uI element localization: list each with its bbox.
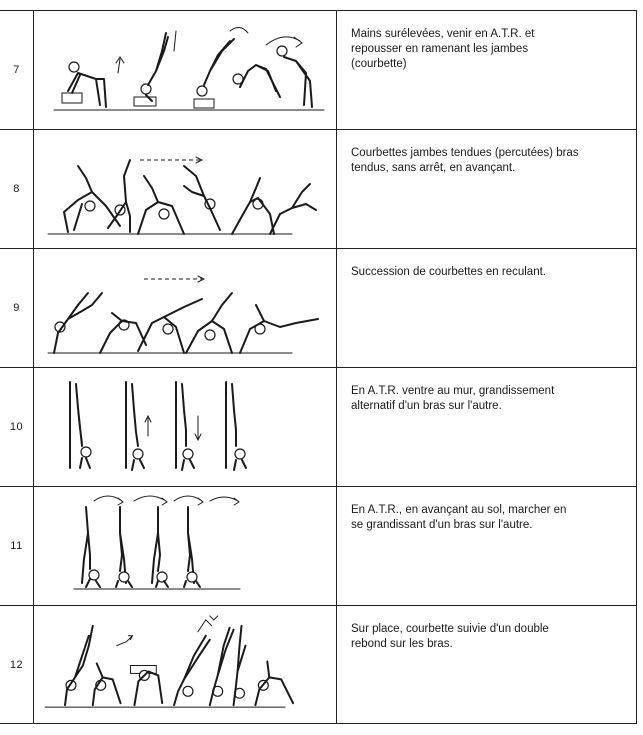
exercise-number: 9 — [13, 302, 20, 314]
exercise-description: Courbettes jambes tendues (percutées) bras tendus, sans arrêt, en avançant. — [351, 147, 579, 174]
exercise-row — [0, 606, 637, 723]
exercise-number: 11 — [10, 540, 23, 552]
exercise-row — [0, 130, 637, 249]
exercise-description: En A.T.R. ventre au mur, grandissement alternatif d'un bras sur l'autre. — [351, 385, 555, 412]
exercise-number: 8 — [13, 183, 20, 195]
exercise-illustration — [34, 249, 336, 367]
exercise-illustration — [34, 606, 336, 723]
exercise-illustration — [34, 487, 336, 605]
exercise-description: Sur place, courbette suivie d'un double rebond sur les bras. — [351, 623, 549, 650]
exercise-description: En A.T.R., en avançant au sol, marcher en se grandissant d'un bras sur l'autre. — [351, 504, 567, 531]
exercise-row — [0, 11, 637, 130]
exercise-illustration — [34, 11, 336, 129]
exercise-number: 10 — [9, 421, 24, 433]
exercise-number: 12 — [9, 658, 24, 671]
exercise-table — [0, 10, 637, 724]
exercise-row — [0, 487, 637, 606]
exercise-description: Succession de courbettes en reculant. — [351, 266, 546, 278]
exercise-row — [0, 249, 637, 368]
exercise-number: 7 — [13, 64, 20, 76]
exercise-illustration — [34, 130, 336, 248]
exercise-illustration — [34, 368, 336, 486]
exercise-row — [0, 368, 637, 487]
exercise-description: Mains surélevées, venir en A.T.R. et repousser en ramenant les jambes (courbette) — [351, 28, 535, 70]
